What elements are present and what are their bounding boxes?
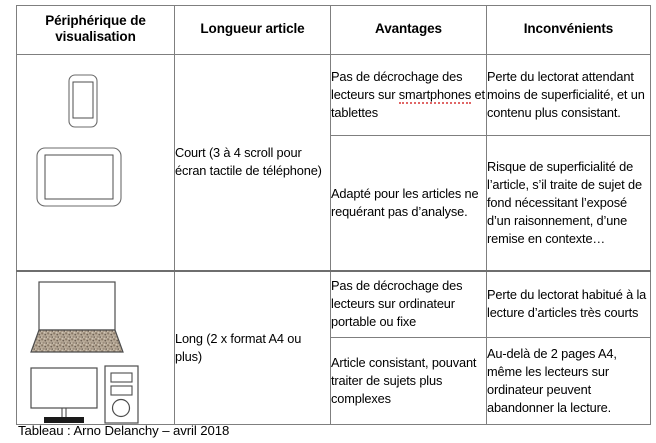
advantage-cell [331,54,487,135]
article-length-mobile: Court (3 à 4 scroll pour écran tactile de téléphone) [175,54,331,271]
advantage-cell: Pas de décrochage des lecteurs sur ordinateur portable ou fixe [331,271,487,337]
laptop-icon [31,282,123,352]
column-header-advantages: Avantages [331,6,487,55]
disadvantage-cell: Risque de superficialité de l’article, s’il traite de sujet de fond nécessitant l’exposé d’un raisonnement, d’une remise en contexte… [487,136,651,271]
device-icon-cell-computer [17,271,175,425]
device-icon-cell-mobile [17,54,175,271]
disadvantage-cell: Perte du lectorat attendant moins de superficialité, et un contenu plus consistant. [487,54,651,135]
article-length-computer: Long (2 x format A4 ou plus) [175,271,331,425]
column-header-article-length: Longueur article [175,6,331,55]
column-header-device: Périphérique de visualisation [17,6,175,55]
misspelled-word-smartphones: smartphones [398,86,472,102]
comparison-table [16,5,651,425]
table-caption: Tableau : Arno Delanchy – avril 2018 [18,423,230,438]
computer-device-illustration [17,272,174,424]
disadvantage-cell: Au-delà de 2 pages A4, même les lecteurs sur ordinateur peuvent abandonner la lecture. [487,337,651,424]
table-header-row [17,6,651,55]
desktop-computer-icon [31,366,138,423]
mobile-device-illustration [17,55,174,270]
column-header-disadvantages: Inconvénients [487,6,651,55]
disadvantage-cell: Perte du lectorat habitué à la lecture d’articles très courts [487,271,651,337]
tablet-icon [37,148,121,206]
advantage-cell: Adapté pour les articles ne requérant pas d’analyse. [331,136,487,271]
table-row [17,54,651,135]
smartphone-icon [69,75,97,127]
advantage-cell: Article consistant, pouvant traiter de sujets plus complexes [331,337,487,424]
advantage-text-part1: Pas de décrochage des lecteurs sur [331,68,463,102]
table-row [17,271,651,337]
advantage-text-part2: et tablettes [331,86,485,121]
